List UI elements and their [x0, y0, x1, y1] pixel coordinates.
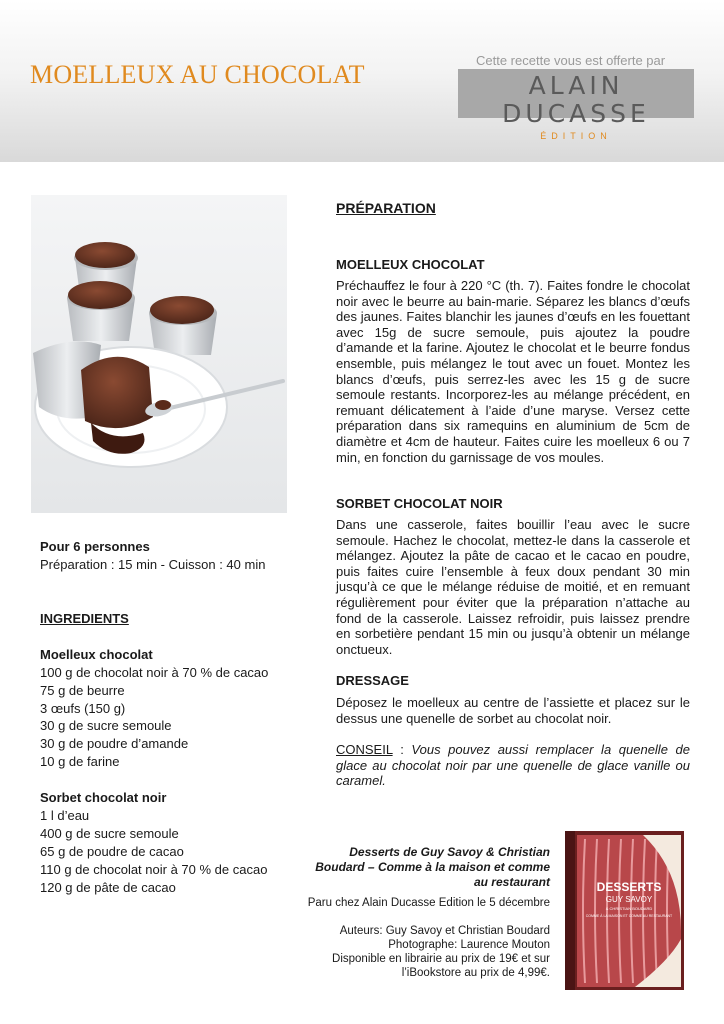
ingredient-item: 75 g de beurre: [40, 683, 125, 698]
book-detail: Paru chez Alain Ducasse Edition le 5 décembre: [307, 897, 550, 909]
offer-text: Cette recette vous est offerte par: [476, 53, 666, 68]
ingredient-item: 100 g de chocolat noir à 70 % de cacao: [40, 665, 269, 680]
section-text-dressage: Déposez le moelleux au centre de l’assiette et placez sur le dessus une quenelle de sorbet au chocolat noir.: [336, 695, 690, 726]
section-title-dressage: DRESSAGE: [336, 673, 409, 688]
section-text-sorbet: Dans une casserole, faites bouillir l’eau avec le sucre semoule. Hachez le chocolat, mettez-le dans la casserole et mélangez. Ajoutez la pâte de cacao et le cacao en poudre, puis faites cuire l’ensemble à feux doux pendant 30 min jusqu’à ce que le mélange réduise de moitié, et en remuant régulièrement pour éviter que la préparation n’attache au fond de la casserole. Laissez refroidir, puis laissez prendre en sorbetière pendant 15 min ou jusqu’à obtenir un mélange onctueux.: [336, 517, 690, 657]
ingredient-item: 120 g de pâte de cacao: [40, 880, 176, 895]
ingredient-item: 10 g de farine: [40, 754, 120, 769]
book-detail: Photographe: Laurence Mouton: [388, 939, 550, 951]
section-title-sorbet: SORBET CHOCOLAT NOIR: [336, 496, 503, 511]
book-detail: Auteurs: Guy Savoy et Christian Boudard: [339, 925, 550, 937]
ingredient-item: 3 œufs (150 g): [40, 701, 126, 716]
ingredient-item: 30 g de poudre d’amande: [40, 736, 189, 751]
cover-subtitle: COMME À LA MAISON ET COMME AU RESTAURANT: [585, 914, 673, 918]
tip-separator: :: [392, 742, 412, 757]
section-text-moelleux: Préchauffez le four à 220 °C (th. 7). Faites fondre le chocolat noir avec le beurre au bain-marie. Séparez les blancs d’œufs des jaunes. Faites blanchir les jaunes d’œufs en les fouettant avec 15g de sucre semoule, puis ajoutez la poudre d’amande et la farine. Ajoutez le chocolat et le beurre fondus ensemble, puis mélangez le tout avec un fouet. Montez les blancs d’œufs, puis serrez-les avec les 15 g de sucre semoule restants. Incorporez-les au mélange précédent, en remuant délicatement à l’aide d’une maryse. Versez cette préparation dans six ramequins en aluminium de 5cm de diamètre et 4cm de hauteur. Faites cuire les moelleux 6 ou 7 min, en fonction du garnissage de vos moules.: [336, 278, 690, 465]
book-cover-illustration: [565, 831, 684, 990]
section-title-moelleux: MOELLEUX CHOCOLAT: [336, 257, 485, 272]
servings: Pour 6 personnes: [40, 539, 150, 554]
book-detail: Disponible en librairie au prix de 19€ et sur l’iBookstore au prix de 4,99€.: [332, 953, 550, 979]
ingredient-item: 400 g de sucre semoule: [40, 826, 179, 841]
prep-times: Préparation : 15 min - Cuisson : 40 min: [40, 557, 266, 572]
publisher-logo: [458, 69, 694, 141]
cover-title: DESSERTS: [596, 880, 662, 894]
ingredient-item: 65 g de poudre de cacao: [40, 844, 184, 859]
ingredient-group-title: Moelleux chocolat: [40, 647, 153, 662]
book-cover: [565, 831, 684, 990]
logo-sub-text: ÉDITION: [540, 131, 612, 141]
cover-coauthor: & CHRISTIAN BOUDARD: [605, 906, 653, 911]
ingredient-item: 1 l d’eau: [40, 808, 90, 823]
tip-paragraph: [336, 742, 690, 789]
ingredient-item: 110 g de chocolat noir à 70 % de cacao: [40, 862, 268, 877]
preparation-heading: PRÉPARATION: [336, 200, 436, 216]
ingredient-item: 30 g de sucre semoule: [40, 718, 172, 733]
ingredients-heading: INGREDIENTS: [40, 611, 129, 626]
recipe-photo: [31, 195, 287, 513]
logo-main-text: ALAIN DUCASSE: [502, 71, 650, 128]
cover-author: GUY SAVOY: [605, 895, 653, 904]
page-title: MOELLEUX AU CHOCOLAT: [30, 60, 365, 89]
book-title: Desserts de Guy Savoy & Christian Boudard – Comme à la maison et comme au restaurant: [315, 845, 550, 889]
ingredient-group-title: Sorbet chocolat noir: [40, 790, 167, 805]
tip-label: CONSEIL: [336, 742, 393, 757]
tip-text: Vous pouvez aussi remplacer la quenelle de glace au chocolat noir par une quenelle de glace vanille ou caramel.: [336, 742, 690, 789]
chocolate-cake-illustration: [31, 195, 287, 513]
